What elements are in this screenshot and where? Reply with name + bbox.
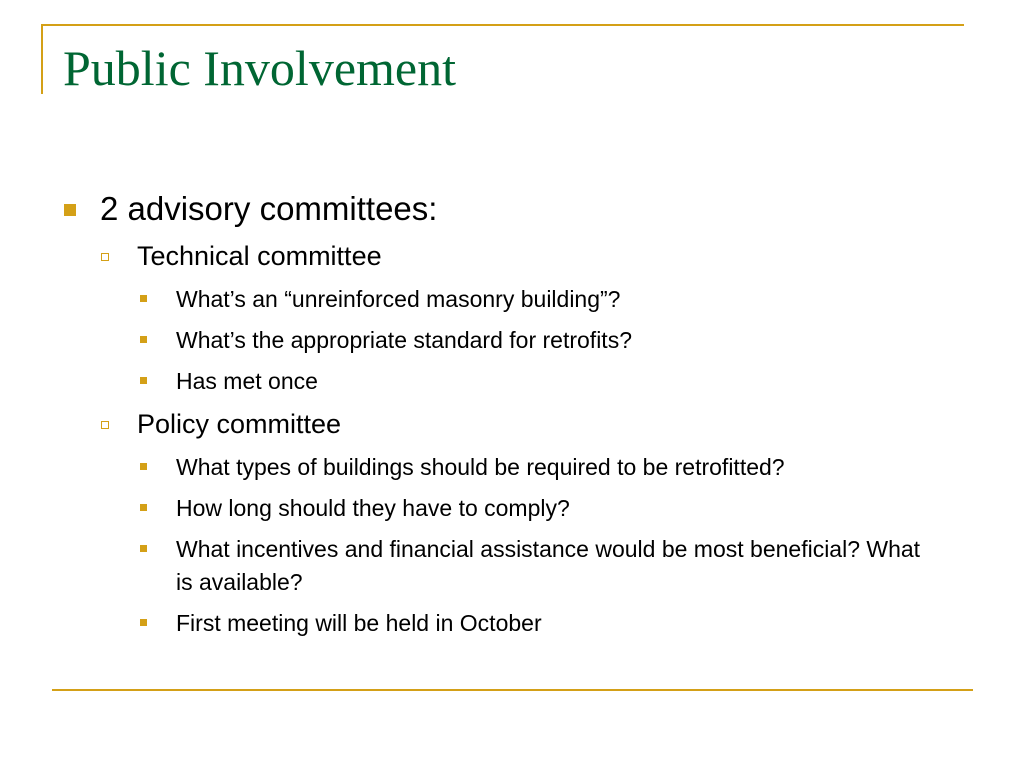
bullet-policy-point <box>140 451 936 484</box>
small-filled-square-bullet-icon <box>140 619 147 626</box>
bullet-technical-committee <box>101 238 382 274</box>
left-rule <box>41 24 43 94</box>
filled-square-bullet-icon <box>64 204 76 216</box>
bullet-text: 2 advisory committees: <box>100 190 438 227</box>
bullet-technical-point <box>140 324 936 357</box>
small-filled-square-bullet-icon <box>140 377 147 384</box>
small-filled-square-bullet-icon <box>140 504 147 511</box>
small-filled-square-bullet-icon <box>140 336 147 343</box>
bullet-policy-point <box>140 492 936 525</box>
bullet-advisory-committees <box>64 188 437 230</box>
top-rule <box>41 24 964 26</box>
bullet-text: What types of buildings should be required to be retrofitted? <box>176 454 785 480</box>
bullet-text: First meeting will be held in October <box>176 610 542 636</box>
bullet-policy-committee <box>101 406 341 442</box>
bullet-policy-point <box>140 607 936 640</box>
bullet-text: How long should they have to comply? <box>176 495 570 521</box>
bullet-text: Technical committee <box>137 241 382 271</box>
bullet-text: Has met once <box>176 368 318 394</box>
bullet-policy-point <box>140 533 936 599</box>
bullet-text: What’s the appropriate standard for retrofits? <box>176 327 632 353</box>
slide-title: Public Involvement <box>63 40 456 96</box>
bullet-text: What incentives and financial assistance would be most beneficial? What is available? <box>176 536 921 595</box>
bullet-technical-point <box>140 283 936 316</box>
hollow-square-bullet-icon <box>101 253 109 261</box>
small-filled-square-bullet-icon <box>140 295 147 302</box>
hollow-square-bullet-icon <box>101 421 109 429</box>
bottom-rule <box>52 689 973 691</box>
bullet-technical-point <box>140 365 936 398</box>
small-filled-square-bullet-icon <box>140 463 147 470</box>
small-filled-square-bullet-icon <box>140 545 147 552</box>
bullet-text: What’s an “unreinforced masonry building”? <box>176 286 621 312</box>
bullet-text: Policy committee <box>137 409 342 439</box>
